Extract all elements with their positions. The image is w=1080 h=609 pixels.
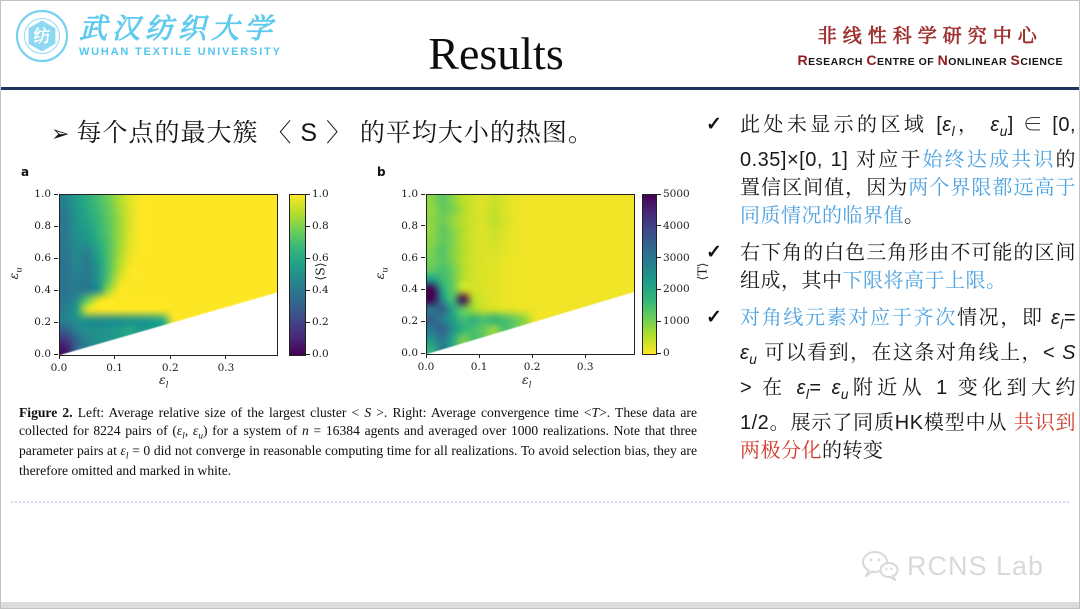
axis-tick-label: 1.0 bbox=[312, 188, 329, 200]
axis-tick-mark bbox=[426, 354, 427, 358]
bottom-edge bbox=[1, 602, 1079, 608]
axis-tick-mark bbox=[54, 258, 58, 259]
axis-tick-label: 3000 bbox=[663, 251, 690, 264]
axis-tick-mark bbox=[657, 257, 661, 258]
axis-tick-label: 0.2 bbox=[34, 316, 51, 328]
watermark bbox=[861, 550, 1044, 582]
axis-tick-mark bbox=[54, 194, 58, 195]
axis-tick-mark bbox=[421, 194, 425, 195]
axis-tick-label: 0.2 bbox=[401, 315, 418, 328]
note-bullet: ✓ 右下角的白色三角形由不可能的区间组成，其中下限将高于上限。 bbox=[704, 239, 1076, 295]
colorbar-b-label: ⟨T⟩ bbox=[694, 262, 710, 281]
axis-tick-mark bbox=[657, 353, 661, 354]
heatmap-a-canvas bbox=[60, 195, 277, 355]
axis-tick-label: 0.4 bbox=[401, 283, 418, 296]
panel-a-label: a bbox=[21, 165, 30, 179]
check-icon: ✓ bbox=[706, 242, 723, 263]
heatmap-a bbox=[59, 194, 278, 356]
figure-caption: Figure 2. Left: Average relative size of the largest cluster < S >. Right: Average convergence time <T>. These data are collected for 8224 pairs of ($\varepsilon_l$, $\varepsilon_u$) for a system of n = 16384 agents and averaged over 1000 realizations. Note that three parameter pairs at $\varepsilon_l = 0$ did not converge in reasonable computing time for all realizations. To avoid selection bias, they are therefore omitted and marked in white. bbox=[19, 405, 698, 479]
axis-tick-mark bbox=[54, 354, 58, 355]
axis-tick-label: 5000 bbox=[663, 188, 690, 200]
axis-tick-mark bbox=[170, 355, 171, 359]
axis-tick-label: 1.0 bbox=[34, 188, 51, 200]
axis-tick-label: 0.6 bbox=[34, 252, 51, 264]
axis-tick-label: 0.3 bbox=[217, 362, 235, 374]
axis-tick-mark bbox=[532, 354, 533, 358]
axis-tick-mark bbox=[657, 194, 661, 195]
axis-tick-label: 0.3 bbox=[576, 361, 594, 373]
axis-tick-mark bbox=[114, 355, 115, 359]
axis-tick-label: 0.2 bbox=[161, 362, 179, 374]
centre-name-cn: 非线性科学研究中心 bbox=[817, 26, 1043, 47]
page-title: Results bbox=[428, 28, 564, 79]
axis-tick-label: 2000 bbox=[663, 283, 690, 296]
axis-tick-mark bbox=[54, 226, 58, 227]
axis-tick-label: 0.8 bbox=[34, 220, 51, 232]
axis-tick-label: 0.0 bbox=[417, 361, 435, 373]
axis-tick-mark bbox=[54, 290, 58, 291]
colorbar-a bbox=[289, 194, 306, 356]
centre-name bbox=[798, 21, 1063, 68]
axis-tick-label: 0 bbox=[663, 347, 670, 359]
axis-tick-label: 0.1 bbox=[470, 361, 488, 373]
axis-tick-label: 0.6 bbox=[312, 252, 329, 264]
arrow-bullet-icon: ➢ bbox=[51, 121, 71, 146]
axis-tick-mark bbox=[479, 354, 480, 358]
university-name-en: WUHAN TEXTILE UNIVERSITY bbox=[79, 45, 282, 58]
centre-name-en: RESEARCH CENTRE OF NONLINEAR SCIENCE bbox=[797, 52, 1063, 68]
axis-tick-label: 0.8 bbox=[312, 220, 329, 232]
axis-tick-label: 0.4 bbox=[34, 284, 51, 296]
notes-panel bbox=[704, 111, 1076, 474]
axis-tick-label: 0.0 bbox=[34, 348, 51, 360]
axis-tick-label: 1000 bbox=[663, 315, 690, 328]
plot-b-xlabel: $\varepsilon_l$ bbox=[522, 372, 532, 391]
axis-tick-mark bbox=[225, 355, 226, 359]
axis-tick-mark bbox=[306, 226, 310, 227]
axis-tick-mark bbox=[585, 354, 586, 358]
axis-tick-label: 0.2 bbox=[523, 361, 541, 373]
axis-tick-mark bbox=[421, 321, 425, 322]
university-seal-icon bbox=[15, 9, 69, 63]
slide-heading-text: 每个点的最大簇 〈 S 〉 的平均大小的热图。 bbox=[76, 119, 594, 147]
axis-tick-label: 0.1 bbox=[106, 362, 123, 374]
axis-tick-mark bbox=[421, 257, 425, 258]
axis-tick-label: 1.0 bbox=[401, 188, 418, 200]
colorbar-a-label: ⟨S⟩ bbox=[312, 262, 328, 281]
axis-tick-mark bbox=[306, 258, 310, 259]
plot-a-xlabel: $\varepsilon_l$ bbox=[159, 372, 169, 391]
axis-tick-mark bbox=[421, 289, 425, 290]
axis-tick-mark bbox=[657, 225, 661, 226]
axis-tick-mark bbox=[421, 353, 425, 354]
slide-heading bbox=[51, 113, 594, 149]
heatmap-b-canvas bbox=[427, 195, 634, 354]
watermark-text: RCNS Lab bbox=[907, 550, 1045, 581]
plot-b-ylabel: $\varepsilon_u$ bbox=[371, 267, 391, 280]
panel-b-label: b bbox=[377, 165, 386, 179]
axis-tick-mark bbox=[421, 225, 425, 226]
heatmap-b bbox=[426, 194, 635, 355]
colorbar-b bbox=[642, 194, 657, 355]
check-icon: ✓ bbox=[706, 307, 723, 328]
note-bullet: ✓ 此处未显示的区域 [$\varepsilon_l$， $\varepsilon_u$] ∈ [0, 0.35]×[0, 1] 对应于始终达成共识的置信区间值，因为两个界限都远高于同质情况的临界值。 bbox=[704, 111, 1076, 230]
axis-tick-mark bbox=[657, 289, 661, 290]
axis-tick-mark bbox=[306, 354, 310, 355]
axis-tick-mark bbox=[306, 194, 310, 195]
axis-tick-label: 4000 bbox=[663, 219, 690, 232]
axis-tick-label: 0.6 bbox=[401, 251, 418, 264]
wechat-icon bbox=[861, 550, 899, 582]
axis-tick-label: 0.0 bbox=[401, 347, 418, 359]
axis-tick-mark bbox=[657, 321, 661, 322]
svg-text:纺: 纺 bbox=[33, 27, 51, 46]
axis-tick-mark bbox=[54, 322, 58, 323]
dotted-separator bbox=[11, 501, 1069, 503]
axis-tick-label: 0.4 bbox=[312, 284, 329, 296]
plot-a-ylabel: $\varepsilon_u$ bbox=[5, 267, 25, 280]
axis-tick-mark bbox=[59, 355, 60, 359]
note-bullet: ✓ 对角线元素对应于齐次情况，即 $\varepsilon_l= \varepsilon_u$ 可以看到，在这条对角线上，< S > 在 $\varepsilon_l= \varepsilon_u$附近从 1 变化到大约 1/2。展示了同质HK模型中从 共识到两极分化的转变 bbox=[704, 304, 1076, 465]
header-divider bbox=[1, 87, 1080, 90]
axis-tick-label: 0.0 bbox=[312, 348, 329, 360]
university-name-cn: 武汉纺织大学 bbox=[79, 12, 278, 44]
axis-tick-label: 0.0 bbox=[50, 362, 68, 374]
axis-tick-mark bbox=[306, 290, 310, 291]
axis-tick-label: 0.8 bbox=[401, 219, 418, 232]
axis-tick-mark bbox=[306, 322, 310, 323]
axis-tick-label: 0.2 bbox=[312, 316, 329, 328]
check-icon: ✓ bbox=[706, 114, 723, 135]
